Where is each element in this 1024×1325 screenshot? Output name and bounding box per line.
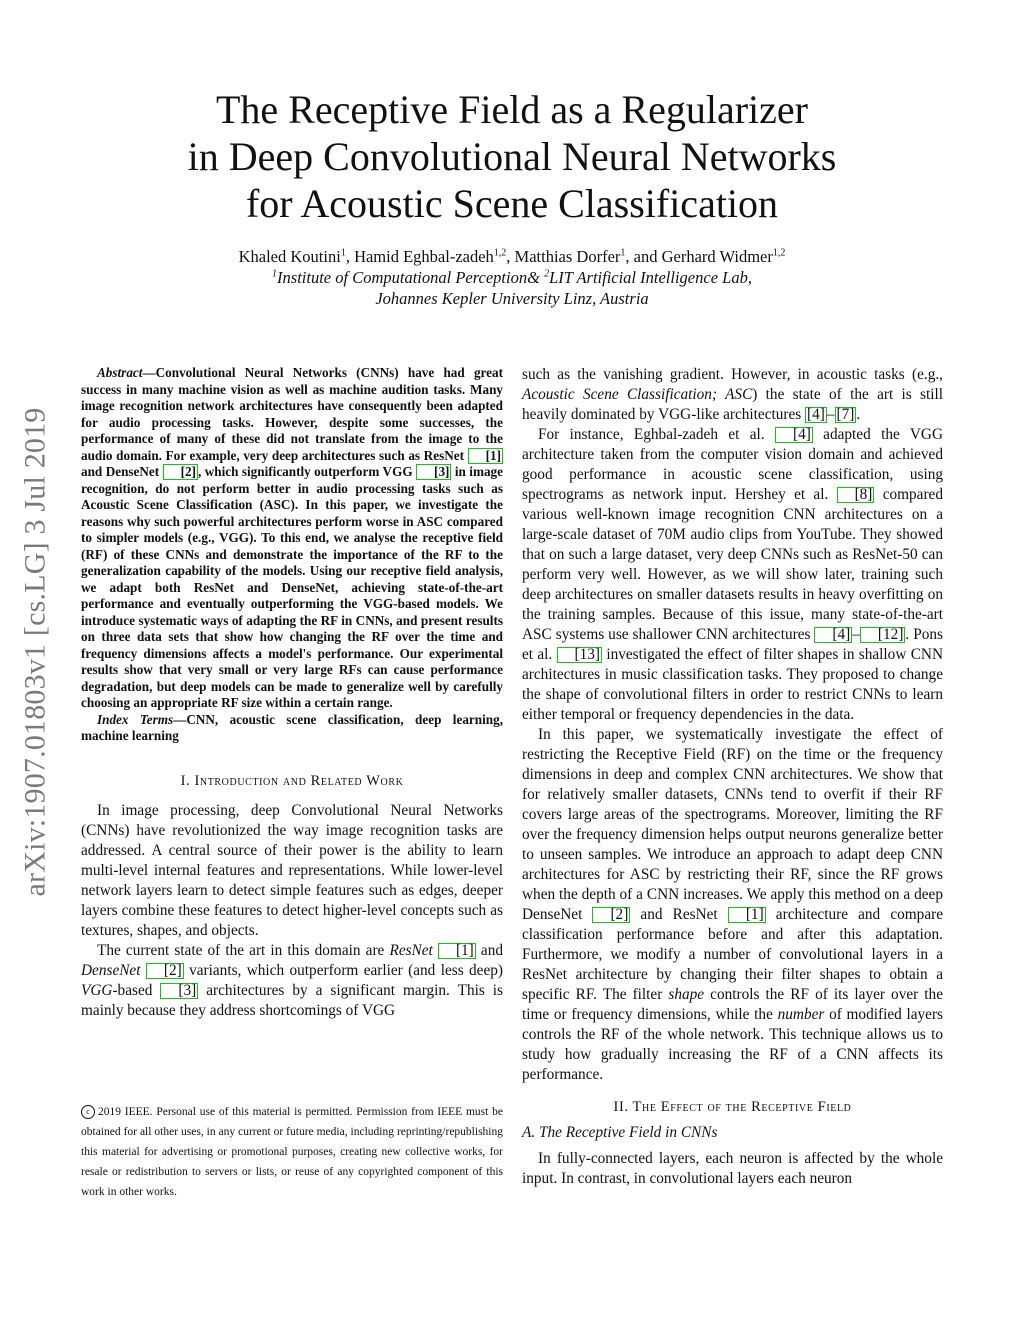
citation-link[interactable]: [1]	[438, 943, 476, 959]
paragraph: In image processing, deep Convolutional Neural Networks (CNNs) have revolutionized the way image recognition tasks are addressed. A central source of their power is the ability to learn multi-level internal features and representations. While lower-level network layers learn to detect simple features such as edges, deeper layers combine these features to detect higher-level concepts such as textures, shapes, and objects.	[81, 801, 503, 939]
section-heading: I. Introduction and Related Work	[180, 772, 404, 789]
citation-link[interactable]: [7]	[836, 406, 855, 423]
arxiv-id: arXiv:1907.01803v1 [cs.LG] 3 Jul 2019	[18, 407, 52, 897]
arxiv-stamp	[16, 378, 54, 926]
citation-link[interactable]: [3]	[160, 983, 198, 999]
citation-link[interactable]: [1]	[468, 448, 503, 464]
title-line: The Receptive Field as a Regularizer	[216, 87, 808, 132]
citation-link[interactable]: [4]	[807, 406, 825, 423]
citation-link[interactable]: [8]	[837, 487, 875, 503]
copyright-icon: c	[81, 1105, 95, 1119]
subsection-heading: A. The Receptive Field in CNNs	[522, 1124, 718, 1141]
affiliation: $^1$Institute of Computational Perception& $^2$LIT Artificial Intelligence Lab,	[272, 268, 752, 287]
citation-link[interactable]: [3]	[416, 464, 451, 480]
abstract-label: Abstract	[97, 365, 143, 380]
paragraph: such as the vanishing gradient. However, in acoustic tasks (e.g., Acoustic Scene Classification; ASC) the state of the art is still heavily dominated by VGG-like architectures [4] – [7] .	[522, 366, 943, 423]
author-block	[120, 246, 904, 309]
abstract: Abstract—Convolutional Neural Networks (CNNs) have had great success in many machine vision as well as machine audition tasks. Many image recognition network architectures have consequently been adapted for audio processing tasks. However, despite some successes, the performance of many of these did not translate from the image to the audio domain. For example, very deep architectures such as ResNet [1] and DenseNet [2] , which significantly outperform VGG [3] in image recognition, do not perform better in audio processing tasks such as Acoustic Scene Classification (ASC). In this paper, we investigate the reasons why such powerful architectures perform worse in ASC compared to simpler models (e.g., VGG). To this end, we analyse the receptive field (RF) of these CNNs and demonstrate the importance of the RF to the generalization capability of the models. Using our receptive field analysis, we adapt both ResNet and DenseNet, achieving state-of-the-art performance and eventually outperforming the VGG-based models. We introduce systematic ways of adapting the RF in CNNs, and present results on three data sets that show how changing the RF over the time and frequency dimensions affects a model's performance. Our experimental results show that very small or very large RFs can cause performance degradation, but deep models can be made to generalize well by carefully choosing an appropriate RF size within a certain range.	[81, 365, 503, 710]
citation-link[interactable]: [4]	[775, 427, 813, 443]
section-heading: II. The Effect of the Receptive Field	[613, 1099, 852, 1115]
paragraph: In fully-connected layers, each neuron is affected by the whole input. In contrast, in convolutional layers each neuron	[522, 1150, 943, 1187]
left-column	[81, 365, 503, 1021]
paragraph: In this paper, we systematically investigate the effect of restricting the Receptive Field (RF) on the time or the frequency dimensions in deep and complex CNN architectures. We show that for relatively smaller datasets, CNNs tend to overfit if their RF covers large areas of the spectrograms. Moreover, limiting the RF over the frequency dimension helps output neurons generalize better to unseen samples. We introduce an approach to adapt deep CNN architectures for ASC by restricting their RF, since the RF grows when the depth of a CNN increases. We apply this method on a deep DenseNet [2] and ResNet [1] architecture and compare classification performance before and after this adaptation. Furthermore, we modify a number of convolutional layers in a ResNet architecture by changing their filter shapes to obtain a specific RF. The filter shape controls the RF of its layer over the time or frequency dimensions, while the number of modified layers controls the RF of the whole network. This technique allows us to study how gradually increasing the RF of a CNN affects its performance.	[522, 726, 944, 1083]
right-column	[522, 365, 943, 1189]
paragraph: The current state of the art in this domain are ResNet [1] and DenseNet [2] variants, which outperform earlier (and less deep) VGG-based [3] architectures by a significant margin. This is mainly because they address shortcomings of VGG	[81, 941, 503, 1019]
paper-title	[120, 86, 904, 227]
index-terms: Index Terms—CNN, acoustic scene classification, deep learning, machine learning	[81, 711, 503, 743]
title-line: in Deep Convolutional Neural Networks	[187, 134, 837, 179]
paragraph: For instance, Eghbal-zadeh et al. [4] adapted the VGG architecture taken from the computer vision domain and achieved good performance in acoustic scene classification, using spectrograms as network input. Hershey et al. [8] compared various well-known image recognition CNN architectures on a large-scale dataset of 70M audio clips from YouTube. They showed that on such a large dataset, very deep CNNs such as ResNet-50 can perform very well. However, as we will show later, training such deep architectures on smaller datasets results in heavy overfitting on the training samples. Because of this issue, many state-of-the-art ASC systems use shallower CNN architectures [4] – [12] . Pons et al. [13] investigated the effect of filter shapes in shallow CNN architectures in music classification tasks. They proposed to change the shape of convolutional filters in order to restrict CNNs to learn either temporal or frequency dependencies in the data.	[522, 426, 943, 723]
citation-link[interactable]: [2]	[592, 907, 630, 923]
author-names: Khaled Koutini$^1$, Hamid Eghbal-zadeh$^{1,2}$, Matthias Dorfer$^1$, and Gerhard Widmer$^{1,2}$	[238, 247, 786, 266]
title-line: for Acoustic Scene Classification	[245, 181, 779, 226]
citation-link[interactable]: [12]	[860, 627, 906, 643]
affiliation-university: Johannes Kepler University Linz, Austria	[375, 289, 649, 308]
citation-link[interactable]: [2]	[146, 963, 184, 979]
citation-link[interactable]: [1]	[728, 907, 766, 923]
index-terms-label: Index Terms	[97, 711, 174, 727]
citation-link[interactable]: [2]	[163, 464, 198, 480]
copyright-footnote: c 2019 IEEE. Personal use of this material is permitted. Permission from IEEE must be obtained for all other uses, in any current or future media, including reprinting/republishing this material for advertising or promotional purposes, creating new collective works, for resale or redistribution to servers or lists, or reuse of any copyrighted component of this work in other works.	[81, 1106, 503, 1198]
citation-link[interactable]: [13]	[557, 647, 603, 663]
citation-link[interactable]: [4]	[814, 627, 852, 643]
